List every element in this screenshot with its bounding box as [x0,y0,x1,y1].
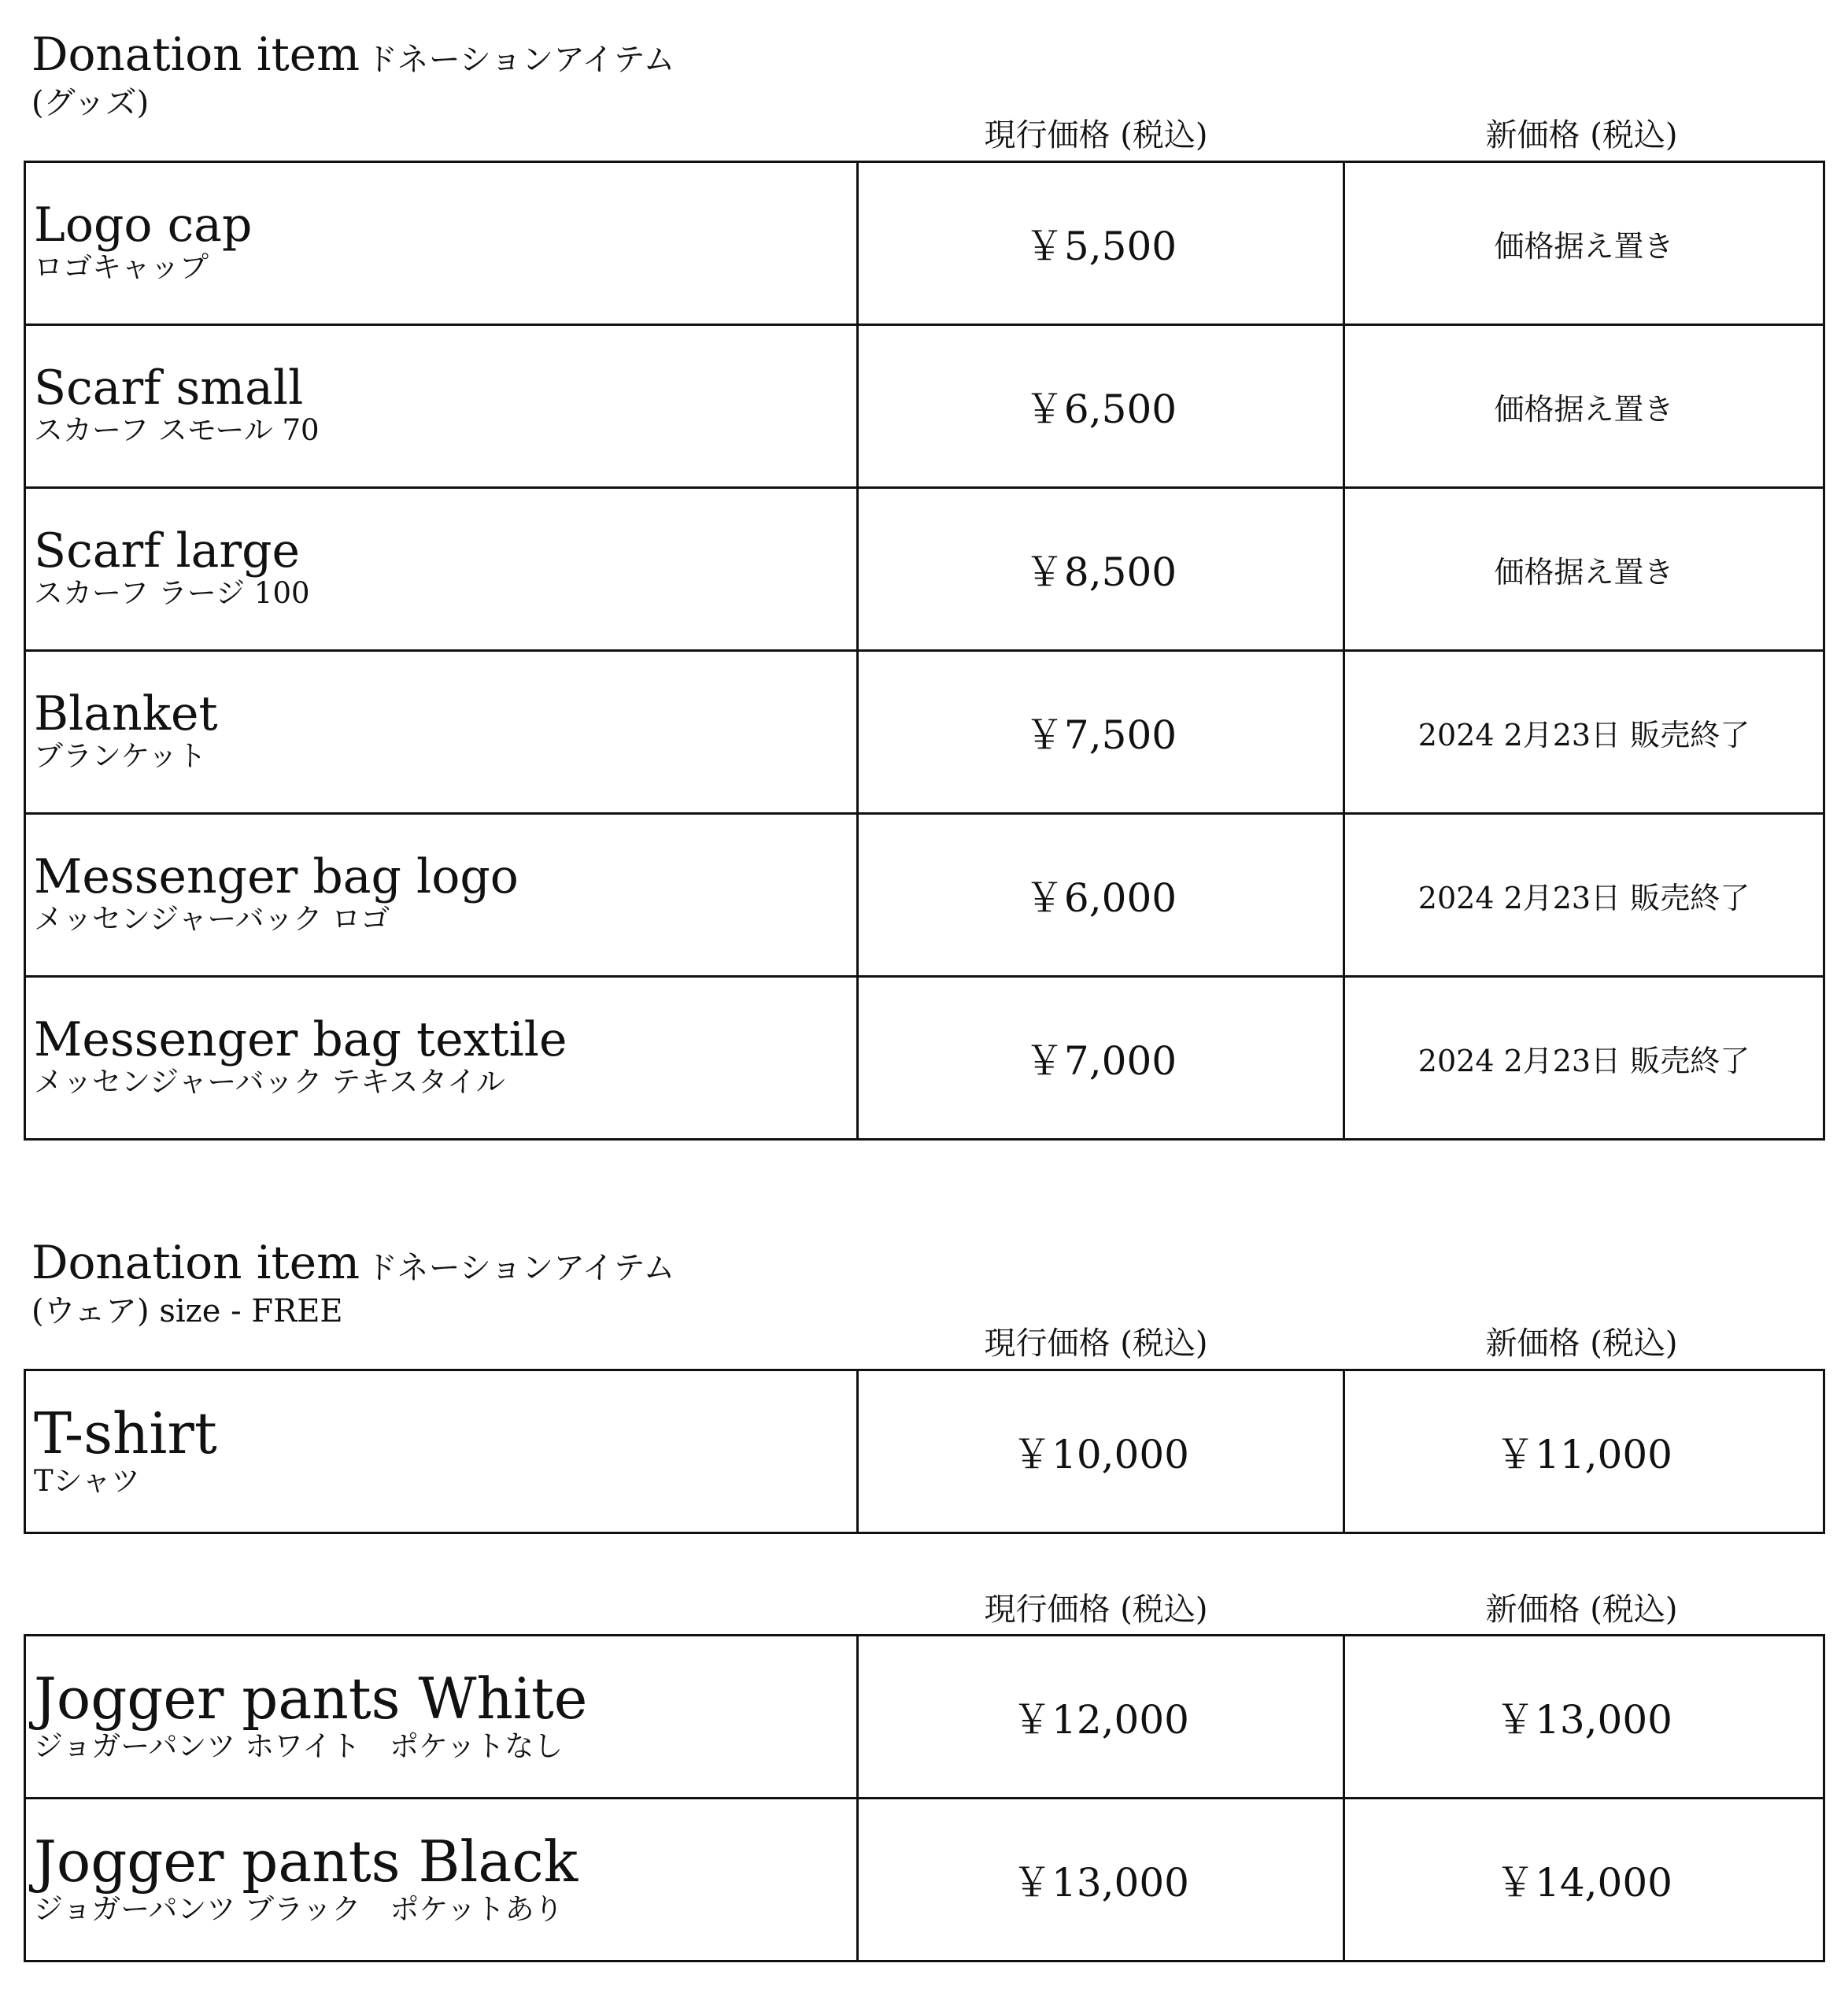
item-name-en: Jogger pants White [34,1666,588,1732]
item-name-cell [25,814,858,977]
table-row [25,1636,1824,1799]
new-price: ￥14,000 [1495,1860,1672,1906]
section-goods-header [31,28,675,121]
new-price: 2024 2月23日 販売終了 [1417,717,1750,752]
current-price: ￥12,000 [1012,1697,1189,1743]
item-name-cell [25,1636,858,1799]
table-row [25,651,1824,814]
item-name-cell [25,1799,858,1961]
new-price: 価格据え置き [1494,554,1674,590]
current-price-cell [858,977,1344,1140]
current-price: ￥10,000 [1012,1432,1189,1477]
new-price-cell [1344,488,1824,651]
current-price: ￥7,000 [1024,1038,1177,1084]
current-price-cell [858,162,1344,325]
current-price: ￥13,000 [1012,1860,1189,1906]
current-price: ￥6,000 [1024,875,1177,921]
new-price: ￥13,000 [1495,1697,1672,1743]
current-price-cell [858,814,1344,977]
current-price-cell [858,325,1344,488]
item-name-en: Scarf large [34,523,300,579]
new-price-cell [1344,977,1824,1140]
item-name-jp: スカーフ スモール 70 [34,413,320,448]
column-header-current-price: 現行価格 (税込) [984,1592,1208,1628]
item-name-en: T-shirt [34,1400,217,1466]
new-price: 2024 2月23日 販売終了 [1417,880,1750,915]
column-header-new-price: 新価格 (税込) [1485,117,1678,153]
item-name-cell [25,325,858,488]
current-price-cell [858,1370,1344,1533]
new-price-cell [1344,651,1824,814]
column-header-current-price: 現行価格 (税込) [984,117,1208,153]
current-price: ￥6,500 [1024,386,1177,432]
section-title-en: Donation item [31,1236,360,1289]
item-name-jp: Tシャツ [34,1463,140,1498]
new-price: 価格据え置き [1494,228,1674,264]
current-price-cell [858,651,1344,814]
item-name-jp: ジョガーパンツ ブラック ポケットあり [34,1891,564,1926]
new-price-cell [1344,1799,1824,1961]
price-table-goods [24,161,1825,1141]
item-name-en: Scarf small [34,360,304,416]
new-price-cell [1344,814,1824,977]
item-name-en: Messenger bag logo [34,849,519,905]
current-price: ￥5,500 [1024,224,1177,269]
section-title-jp: ドネーションアイテム [366,1250,675,1286]
section-subtitle: (ウェア) size - FREE [31,1293,343,1329]
item-name-en: Blanket [34,686,218,742]
new-price-cell [1344,325,1824,488]
table-row [25,1799,1824,1961]
table-row [25,814,1824,977]
item-name-en: Jogger pants Black [34,1828,578,1895]
price-table-pants [24,1634,1825,1962]
table-row [25,488,1824,651]
current-price: ￥8,500 [1024,549,1177,595]
column-header-new-price: 新価格 (税込) [1485,1325,1678,1362]
current-price-cell [858,1799,1344,1961]
item-name-cell [25,651,858,814]
new-price-cell [1344,162,1824,325]
section-subtitle: (グッズ) [31,85,150,121]
item-name-jp: メッセンジャーバック ロゴ [34,902,390,937]
current-price-cell [858,1636,1344,1799]
section-title-jp: ドネーションアイテム [366,42,675,78]
column-header-new-price: 新価格 (税込) [1485,1592,1678,1628]
table-row [25,162,1824,325]
section-wear-header [31,1236,675,1329]
item-name-cell [25,162,858,325]
table-row [25,325,1824,488]
item-name-cell [25,488,858,651]
item-name-jp: メッセンジャーバック テキスタイル [34,1065,505,1100]
current-price: ￥7,500 [1024,712,1177,758]
section-title-en: Donation item [31,28,360,81]
new-price: 2024 2月23日 販売終了 [1417,1043,1750,1078]
current-price-cell [858,488,1344,651]
item-name-jp: ロゴキャップ [34,250,209,285]
new-price: 価格据え置き [1494,391,1674,427]
item-name-en: Messenger bag textile [34,1012,567,1068]
new-price-cell [1344,1636,1824,1799]
column-header-current-price: 現行価格 (税込) [984,1325,1208,1362]
item-name-cell [25,977,858,1140]
item-name-jp: ブランケット [34,739,207,774]
price-table-wear [24,1369,1825,1534]
table-row [25,1370,1824,1533]
item-name-jp: ジョガーパンツ ホワイト ポケットなし [34,1728,564,1763]
new-price-cell [1344,1370,1824,1533]
table-row [25,977,1824,1140]
item-name-jp: スカーフ ラージ 100 [34,576,310,611]
new-price: ￥11,000 [1495,1432,1672,1477]
item-name-cell [25,1370,858,1533]
item-name-en: Logo cap [34,198,253,253]
